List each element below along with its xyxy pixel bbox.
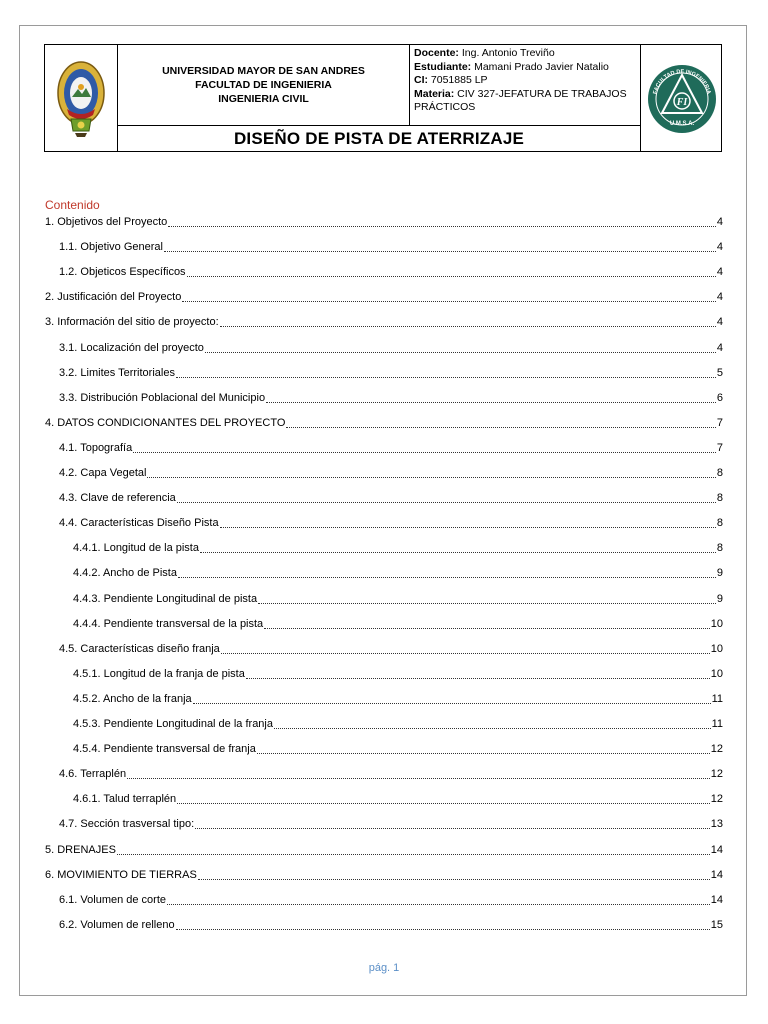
toc-leader-dots [178, 576, 716, 578]
toc-entry[interactable] [45, 414, 723, 430]
toc-entry-page: 11 [711, 692, 723, 705]
toc-entry[interactable] [45, 514, 723, 530]
toc-leader-dots [187, 275, 716, 277]
toc-entry-page: 7 [716, 416, 723, 429]
toc-entry-label: 2. Justificación del Proyecto [45, 291, 182, 304]
career-name: INGENIERIA CIVIL [218, 93, 309, 105]
estudiante-line: Estudiante: Mamani Prado Javier Natalio [414, 60, 609, 73]
logo-mark: FI [676, 96, 687, 108]
toc-entry-page: 7 [716, 441, 723, 454]
toc-entry-page: 12 [710, 743, 723, 756]
toc-leader-dots [264, 627, 710, 629]
materia-line: Materia: CIV 327-JEFATURA DE TRABAJOS PRÁCTICOS [414, 87, 627, 113]
toc-leader-dots [195, 827, 710, 829]
toc-entry-page: 11 [711, 718, 723, 730]
toc-entry[interactable] [45, 740, 723, 756]
toc-entry-label: 4. DATOS CONDICIONANTES DEL PROYECTO [45, 416, 286, 429]
toc-entry[interactable] [45, 464, 723, 480]
toc-entry[interactable] [45, 439, 723, 455]
toc-leader-dots [258, 602, 716, 604]
toc-entry-page: 8 [716, 517, 723, 530]
toc-leader-dots [182, 300, 716, 302]
toc-leader-dots [220, 325, 716, 327]
toc-entry-label: 5. DRENAJES [45, 843, 116, 856]
toc-entry-label: 3.1. Localización del proyecto [59, 341, 204, 354]
toc-entry-label: 4.6.1. Talud terraplén [73, 793, 177, 806]
toc-entry-label: 4.7. Sección trasversal tipo: [59, 818, 195, 831]
toc-entry-label: 4.1. Topografía [59, 441, 133, 454]
toc-entry[interactable] [45, 263, 723, 279]
logo-top-text: FACULTAD DE INGENIERIA [651, 68, 712, 95]
toc-entry-page: 14 [710, 868, 723, 881]
toc-leader-dots [164, 250, 716, 252]
toc-entry[interactable] [45, 238, 723, 254]
toc-entry-page: 15 [710, 918, 723, 931]
toc-entry-label: 4.3. Clave de referencia [59, 492, 176, 505]
university-block [118, 45, 410, 125]
toc-entry[interactable] [45, 866, 723, 882]
toc-leader-dots [221, 652, 710, 654]
toc-leader-dots [176, 928, 710, 930]
toc-entry-page: 4 [716, 341, 723, 354]
toc-entry-label: 6.2. Volumen de relleno [59, 918, 175, 931]
toc-leader-dots [205, 351, 716, 353]
logo-bottom-text: U.M.S.A. [669, 120, 694, 127]
toc-leader-dots [246, 677, 710, 679]
toc-entry-label: 4.4.4. Pendiente transversal de la pista [73, 617, 264, 630]
toc-leader-dots [286, 426, 715, 428]
toc-entry-label: 6. MOVIMIENTO DE TIERRAS [45, 868, 197, 881]
toc-entry-label: 3. Información del sitio de proyecto: [45, 316, 219, 329]
toc-entry-label: 4.5. Características diseño franja [59, 642, 220, 655]
toc-entry[interactable] [45, 313, 723, 329]
toc-leader-dots [167, 903, 710, 905]
toc-entry-page: 10 [710, 617, 723, 630]
toc-entry-label: 4.5.1. Longitud de la franja de pista [73, 667, 245, 680]
toc-entry-page: 10 [710, 667, 723, 680]
toc-entry-page: 4 [716, 316, 723, 329]
toc-entry-label: 4.5.2. Ancho de la franja [73, 692, 192, 705]
ci-line: CI: 7051885 LP [414, 74, 488, 86]
toc-entry[interactable] [45, 715, 723, 731]
toc-entry-page: 8 [716, 492, 723, 505]
toc-entry-label: 3.2. Limites Territoriales [59, 366, 175, 379]
toc-entry-page: 13 [710, 818, 723, 831]
toc-entry-label: 4.6. Terraplén [59, 768, 127, 781]
toc-leader-dots [147, 476, 715, 478]
toc-entry[interactable] [45, 339, 723, 355]
toc-entry[interactable] [45, 790, 723, 806]
toc-entry[interactable] [45, 288, 723, 304]
toc-entry[interactable] [45, 489, 723, 505]
toc-heading: Contenido [45, 198, 100, 212]
toc-entry-label: 1.2. Objeticos Específicos [59, 266, 186, 279]
toc-entry[interactable] [45, 815, 723, 831]
toc-entry[interactable] [45, 213, 723, 229]
toc-entry-page: 5 [716, 366, 723, 379]
toc-leader-dots [198, 878, 710, 880]
toc-leader-dots [266, 401, 716, 403]
faculty-name: FACULTAD DE INGENIERIA [195, 79, 332, 91]
toc-leader-dots [274, 727, 711, 729]
toc-entry-label: 4.4.3. Pendiente Longitudinal de pista [73, 592, 258, 605]
toc-entry[interactable] [45, 891, 723, 907]
toc-entry-page: 12 [710, 768, 723, 781]
toc-entry-label: 4.5.3. Pendiente Longitudinal de la franja [73, 718, 273, 730]
toc-leader-dots [193, 702, 711, 704]
toc-leader-dots [133, 451, 716, 453]
toc-leader-dots [220, 526, 716, 528]
toc-entry-page: 8 [716, 542, 723, 555]
toc-entry-page: 14 [710, 893, 723, 906]
toc-entry[interactable] [45, 389, 723, 405]
toc-entry-page: 9 [716, 592, 723, 605]
toc-entry-label: 4.4.2. Ancho de Pista [73, 567, 177, 580]
toc-leader-dots [177, 501, 716, 503]
toc-entry-page: 6 [716, 391, 723, 404]
toc-leader-dots [117, 853, 710, 855]
toc-leader-dots [177, 802, 710, 804]
toc-entry-page: 14 [710, 843, 723, 856]
docente-line: Docente: Ing. Antonio Treviño [414, 47, 555, 59]
toc-entry[interactable] [45, 665, 723, 681]
toc-entry-page: 9 [716, 567, 723, 580]
umsa-seal-logo [45, 45, 118, 152]
toc-entry[interactable] [45, 765, 723, 781]
toc-entry-label: 4.4.1. Longitud de la pista [73, 542, 199, 555]
toc-entry[interactable] [45, 364, 723, 380]
toc-leader-dots [257, 752, 710, 754]
toc-entry-page: 10 [710, 642, 723, 655]
university-name: UNIVERSIDAD MAYOR DE SAN ANDRES [162, 65, 365, 77]
toc-entry[interactable] [45, 640, 723, 656]
toc-entry-page: 8 [716, 467, 723, 479]
toc-entry-label: 4.5.4. Pendiente transversal de franja [73, 743, 256, 756]
toc-leader-dots [176, 376, 716, 378]
toc-entry[interactable] [45, 916, 723, 932]
toc-entry-label: 1.1. Objetivo General [59, 241, 163, 254]
toc-entry-page: 4 [716, 216, 723, 228]
info-block [410, 45, 640, 125]
header-table [44, 44, 722, 152]
toc-entry-label: 3.3. Distribución Poblacional del Municipio [59, 391, 266, 404]
toc-leader-dots [200, 551, 716, 553]
toc-entry-page: 12 [710, 793, 723, 806]
toc-entry[interactable] [45, 539, 723, 555]
toc-entry[interactable] [45, 564, 723, 580]
toc-entry[interactable] [45, 590, 723, 606]
toc-entry[interactable] [45, 841, 723, 857]
toc-entry-page: 4 [716, 266, 723, 279]
toc-entry-label: 4.2. Capa Vegetal [59, 467, 147, 479]
toc-entry-page: 4 [716, 241, 723, 254]
toc-leader-dots [168, 225, 716, 227]
page-number: pág. 1 [368, 962, 400, 974]
toc-leader-dots [127, 777, 710, 779]
faculty-logo [640, 45, 722, 152]
toc-entry-label: 6.1. Volumen de corte [59, 893, 167, 906]
toc-entry[interactable] [45, 615, 723, 631]
toc-entry-label: 1. Objetivos del Proyecto [45, 216, 168, 228]
toc-entry-page: 4 [716, 291, 723, 304]
toc-entry-label: 4.4. Características Diseño Pista [59, 517, 219, 530]
document-title: DISEÑO DE PISTA DE ATERRIZAJE [118, 125, 640, 152]
toc-entry[interactable] [45, 690, 723, 706]
